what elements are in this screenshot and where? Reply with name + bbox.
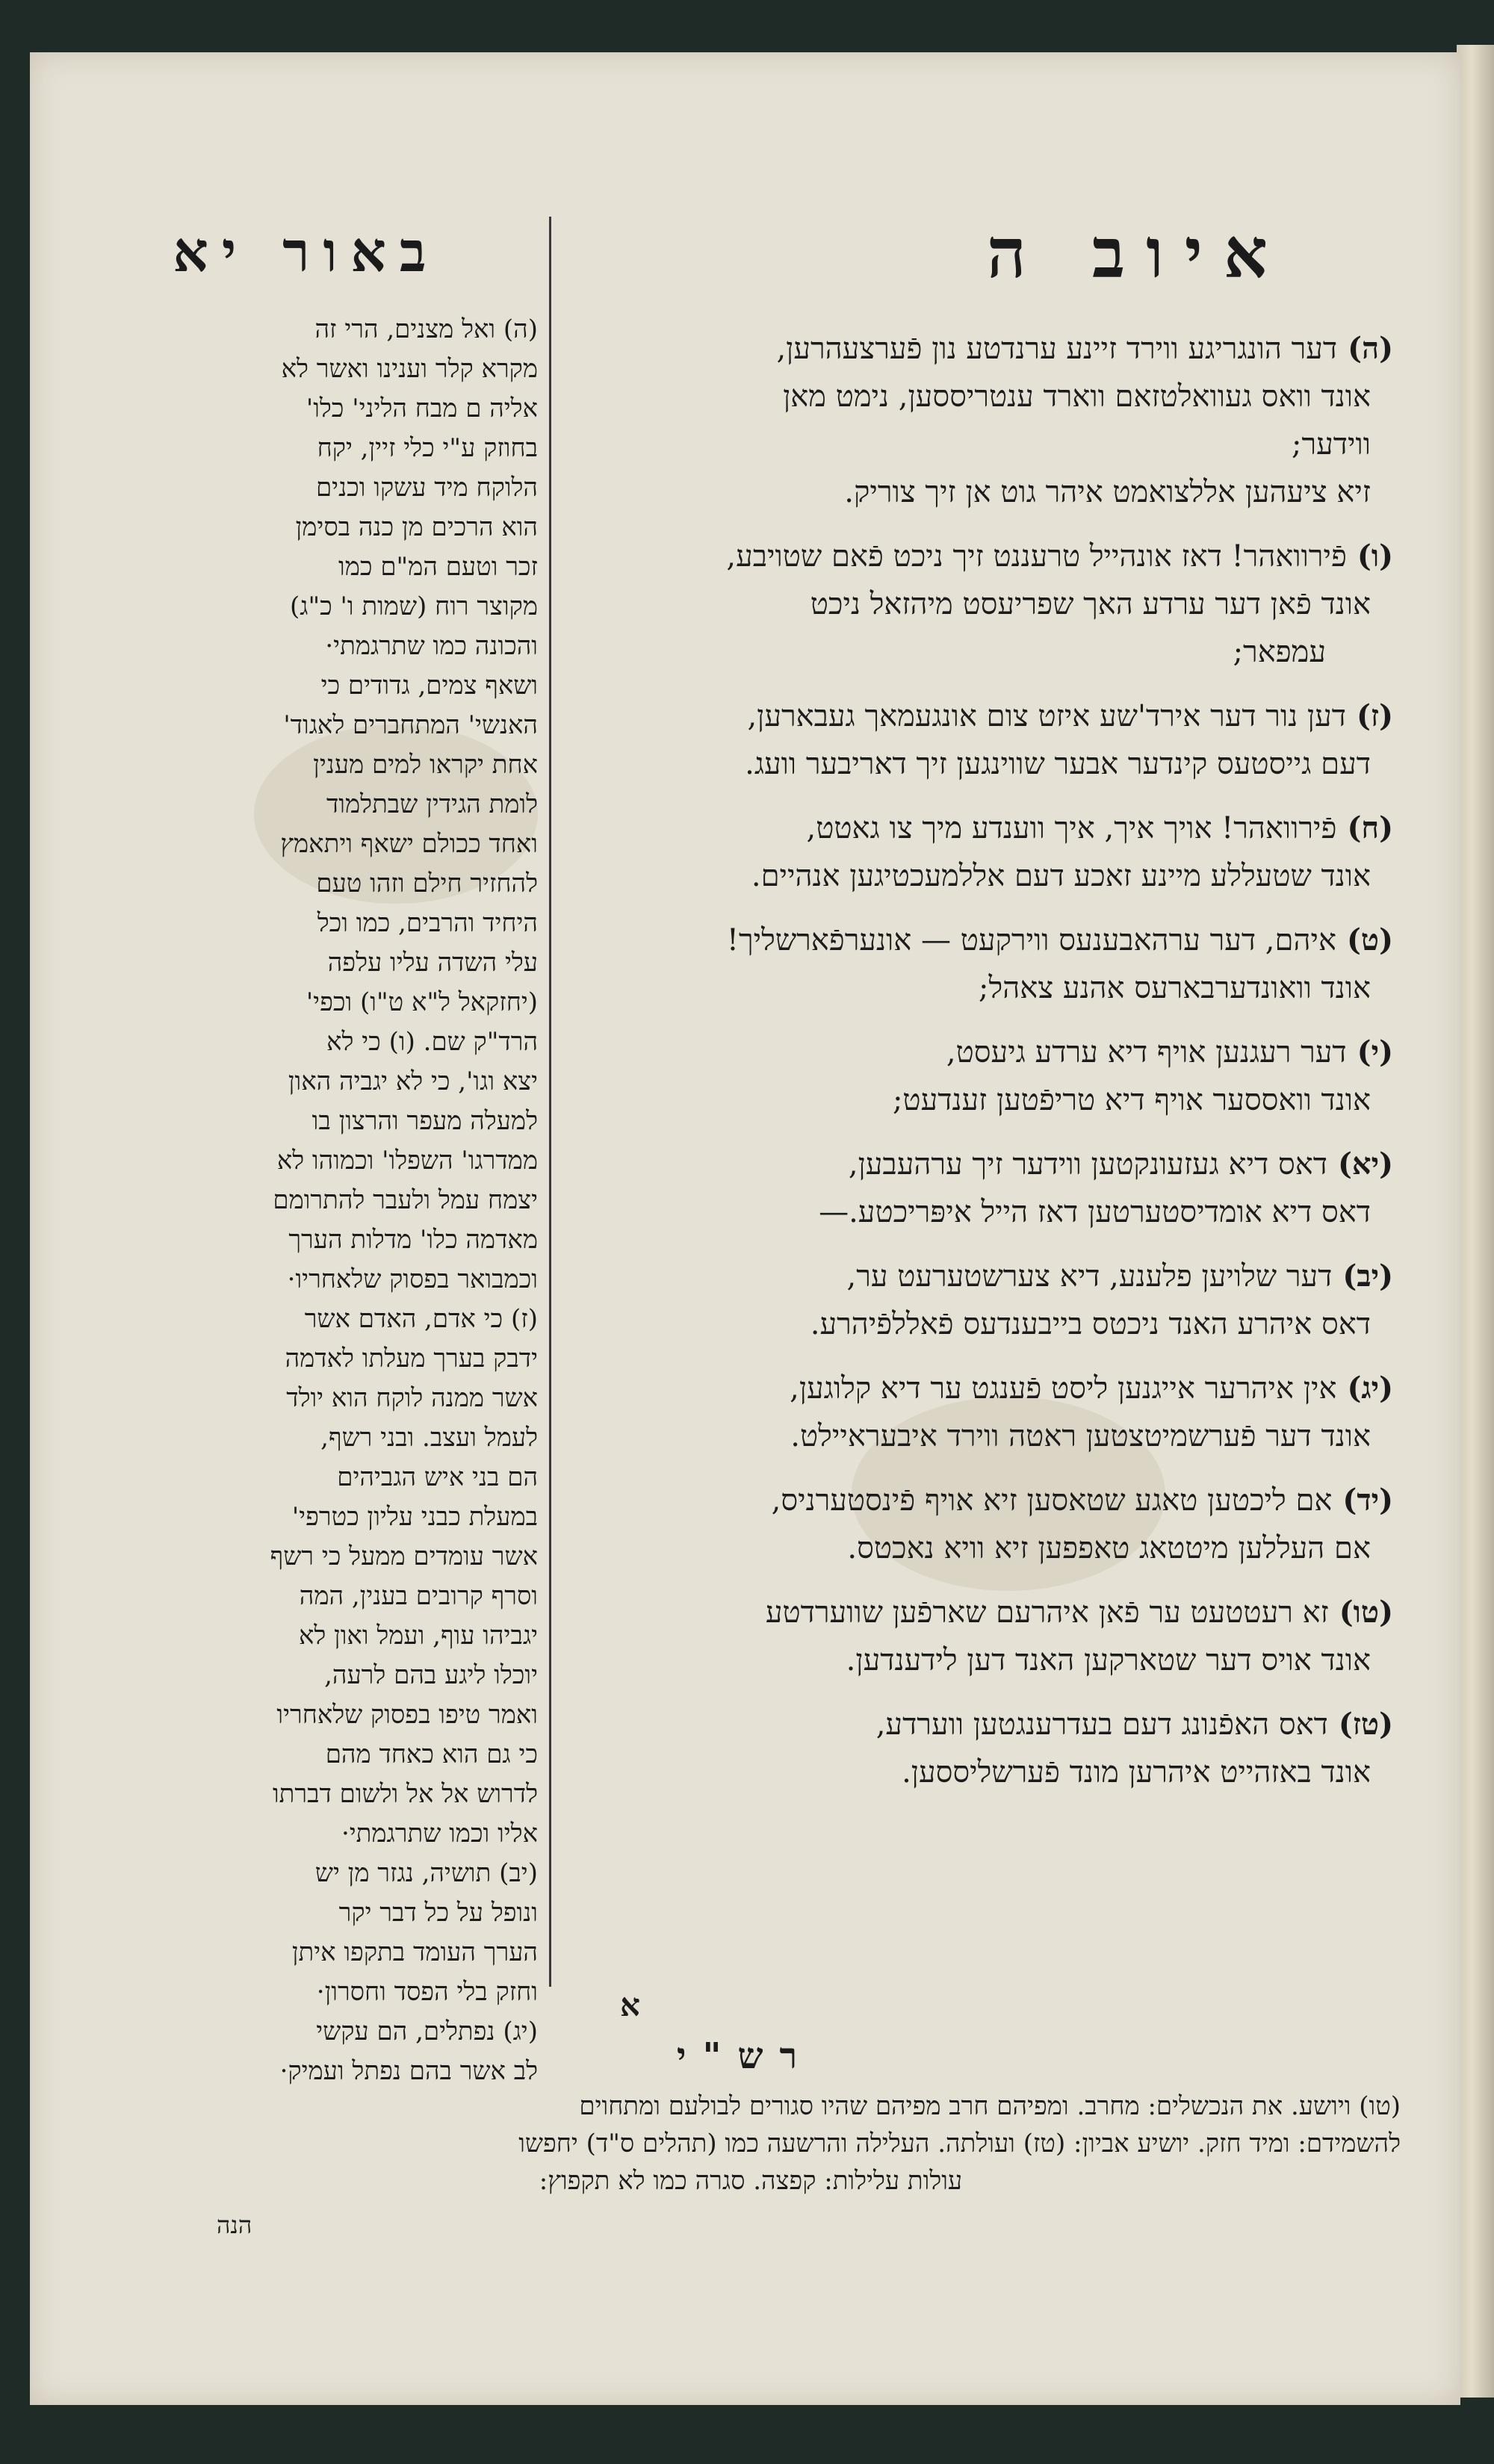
verse-line: זיא ציעהען אללצואמט איהר גוט אן זיך צוריק. [844, 475, 1371, 509]
commentary-line: לדרוש אל אל ולשום דברתו [272, 1779, 538, 1809]
verse [542, 1365, 1393, 1460]
commentary-line: זכר וטעם המ"ם כמו [338, 552, 538, 582]
verse [542, 916, 1393, 1012]
verse-number: (ט) [1346, 922, 1393, 958]
commentary-line: מקרא קלר וענינו ואשר לא [281, 354, 538, 384]
verse-number: (ז) [1356, 698, 1393, 733]
verse-line: דאס האפֿנונג דעם בעדרענגטען ווערדע, [875, 1707, 1328, 1742]
verse-line: אם העללען מיטטאג טאפפען זיא וויא נאכטס. [847, 1531, 1371, 1565]
verse-line: אונד באזהייט איהרען מונד פֿערשליססען. [902, 1755, 1371, 1790]
commentary-line: כי גם הוא כאחד מהם [325, 1740, 538, 1769]
commentary-line: (ז) כי אדם, האדם אשר [304, 1304, 538, 1334]
verse [542, 1028, 1393, 1124]
verse-line: דער שלויען פלענע, דיא צערשטערעט ער, [846, 1259, 1333, 1294]
footer-catchword: הנה [217, 2211, 252, 2239]
verse [542, 692, 1393, 788]
verse-line: דאס איהרע האנד ניכטס בייבענדעס פֿאללפֿיהרע. [810, 1307, 1371, 1341]
verse-number: (יא) [1337, 1146, 1393, 1182]
verse-number: (ה) [1348, 331, 1393, 366]
verse-number: (טו) [1339, 1595, 1393, 1630]
verse-line: אונד שטעללע מיינע זאכע דעם אללמעכטיגען אנהיים. [751, 859, 1371, 893]
commentary-line: (יב) תושיה, נגזר מן יש [314, 1858, 538, 1888]
verse [542, 325, 1393, 516]
rashi-commentary [101, 2088, 1401, 2200]
commentary-line: ונופל על כל דבר יקר [338, 1898, 538, 1928]
commentary-line: מאדמה כלו' מדלות הערך [288, 1225, 538, 1255]
verse-line: זא רעטטעט ער פֿאן איהרעם שארפֿען שווערדטע [765, 1595, 1329, 1630]
verse-number: (יב) [1342, 1259, 1393, 1294]
verse-line: אונד וואס געוואלטזאם ווארד ענטריססען, נימט מאן [783, 379, 1371, 414]
commentary-line: ואמר טיפו בפסוק שלאחריו [276, 1700, 538, 1730]
verse-line: איהם, דער ערהאבענעס ווירקעט — אונערפֿארשליך! [726, 923, 1336, 958]
commentary-line: היחיד והרבים, כמו וכל [317, 908, 538, 938]
verse-line: ווידער; [1292, 427, 1371, 462]
rashi-line: (טו) ויושע. את הנכשלים: מחרב. ומפיהם חרב מפיהם שהיו סגורים לבולעם ומתחוים [579, 2091, 1401, 2121]
commentary-line: וחזק בלי הפסד וחסרון· [316, 1977, 538, 2007]
commentary-line: יוכלו ליגע בהם לרעה, [324, 1660, 538, 1690]
main-text-column [542, 325, 1393, 2013]
commentary-line: להחזיר חילם וזהו טעם [316, 869, 538, 899]
verse [542, 1141, 1393, 1236]
commentary-line: במעלת כבני עליון כטרפי' [291, 1502, 538, 1532]
verse-number: (י) [1357, 1034, 1393, 1070]
next-page-edge [1457, 45, 1494, 2398]
commentary-line: אחת יקראו למים מענין [313, 750, 538, 780]
commentary-line: הלוקח מיד עשקו וכנים [315, 473, 538, 503]
commentary-line: ואחד ככולם ישאף ויתאמץ [280, 829, 538, 859]
commentary-title: באור יא [173, 220, 440, 285]
commentary-line: הוא הרכים מן כנה בסימן [295, 512, 538, 542]
commentary-line: ידבק בערך מעלתו לאדמה [285, 1344, 538, 1374]
commentary-line: אשר עומדים ממעל כי רשף [270, 1542, 538, 1571]
verse-line: אונד אויס דער שטארקען האנד דען לידענדען. [846, 1643, 1371, 1678]
commentary-line: הרד"ק שם. (ו) כי לא [326, 1027, 538, 1057]
verse [542, 1701, 1393, 1796]
commentary-line: וסרף קרובים בענין, המה [299, 1581, 538, 1611]
commentary-line: ושאף צמים, גדודים כי [320, 671, 538, 701]
commentary-line: (יג) נפתלים, הם עקשי [316, 2017, 538, 2046]
verse-line: אונד וואונדערבארעס אהנע צאהל; [979, 971, 1371, 1005]
verse-number: (ו) [1357, 539, 1393, 574]
verse-line: אונד פֿאן דער ערדע האך שפריעסט מיהזאל ניכט [810, 587, 1371, 621]
book-page [30, 52, 1460, 2405]
verse-line: פֿירוואהר! דאז אונהייל טרעננט זיך ניכט פֿאם שטויבע, [726, 539, 1347, 574]
catchword: א [620, 1987, 640, 2023]
rashi-line: עולות עלילות: קפצה. סגרה כמו לא תקפוץ: [539, 2166, 963, 2196]
commentary-line: לומת הגידין שבתלמוד [326, 789, 538, 819]
verse-line: אונד דער פֿערשמיטצטען ראטה ווירד איבעראיילט. [790, 1419, 1371, 1453]
verse-number: (יג) [1347, 1371, 1393, 1406]
verse-line: אין איהרער אייגנען ליסט פֿענגט ער דיא קלוגען, [790, 1371, 1337, 1406]
verse-line: דעם גייסטעס קינדער אבער שווינגען זיך דאריבער וועג. [745, 747, 1371, 781]
verse-line: דאס דיא געזעונקטען ווידער זיך ערהעבען, [848, 1147, 1327, 1182]
verse [542, 1589, 1393, 1684]
commentary-line: בחוזק ע"י כלי זיין, יקח [317, 433, 538, 463]
verse-number: (ח) [1347, 810, 1393, 845]
commentary-line: הערך העומד בתקפו איתן [291, 1937, 538, 1967]
verse-line: אונד וואססער אויף דיא טריפֿטען זענדעט; [892, 1083, 1371, 1117]
verse-line: פֿירוואהר! אויך איך, איך ווענדע מיך צו גאטט, [806, 811, 1337, 845]
commentary-column [86, 310, 538, 2086]
commentary-line: עלי השדה עליו עלפה [327, 948, 538, 978]
commentary-line: ממדרגו' השפלו' וכמוהו לא [276, 1146, 538, 1176]
verse [542, 533, 1393, 676]
commentary-line: יצא וגו', כי לא יגביה האון [288, 1067, 538, 1096]
verse-number: (יד) [1342, 1483, 1393, 1518]
commentary-line: לב אשר בהם נפתל ועמיק· [279, 2056, 538, 2086]
verse-line: אם ליכטען טאגע שטאסען זיא אויף פֿינסטערניס, [771, 1483, 1333, 1518]
commentary-line: למעלה מעפר והרצון בו [311, 1106, 538, 1136]
verse-line: דאס דיא אומדיסטערטען דאז הייל איפּריכטע.— [819, 1195, 1371, 1229]
verse-line: דען נור דער אירד'שע איזט צום אונגעמאך געבארען, [747, 699, 1346, 733]
commentary-line: (יחזקאל ל"א ט"ו) וכפי' [306, 987, 538, 1017]
commentary-line: הם בני איש הגביהים [337, 1462, 538, 1492]
commentary-line: וכמבואר בפסוק שלאחריו· [287, 1264, 538, 1294]
commentary-line: לעמל ועצב. ובני רשף, [320, 1423, 538, 1453]
verse-line: עמפאר; [1233, 635, 1326, 669]
rashi-line: להשמידם: ומיד חזק. יושיע אביון: (טז) ועולתה. העלילה והרשעה כמו (תהלים ס"ד) יחפשו [518, 2129, 1401, 2159]
commentary-line: אשר ממנה לוקח הוא יולד [286, 1383, 538, 1413]
commentary-line: האנשי' המתחברים לאגוד' [283, 710, 538, 740]
commentary-line: אליו וכמו שתרגמתי· [341, 1819, 538, 1849]
verse [542, 804, 1393, 900]
verse-line: דער רעגנען אויף דיא ערדע גיעסט, [946, 1035, 1347, 1070]
verse-line: דער הונגריגע ווירד זיינע ערנדטע נון פֿערצעהרען, [776, 332, 1338, 366]
commentary-line: (ה) ואל מצנים, הרי זה [314, 314, 538, 344]
commentary-line: והכונה כמו שתרגמתי· [325, 631, 538, 661]
commentary-line: יצמח עמל ולעבר להתרומם [273, 1185, 538, 1215]
commentary-line: מקוצר רוח (שמות ו' כ"ג) [289, 592, 538, 621]
page-title: איוב ה [986, 213, 1289, 294]
commentary-line: יגביהו עוף, ועמל ואון לא [298, 1621, 538, 1651]
verse [542, 1477, 1393, 1572]
verse-number: (טז) [1338, 1707, 1393, 1742]
commentary-line: אליה ם מבח הליני' כלו' [306, 394, 538, 423]
verse [542, 1253, 1393, 1348]
rashi-heading: רש"י [676, 2035, 814, 2077]
